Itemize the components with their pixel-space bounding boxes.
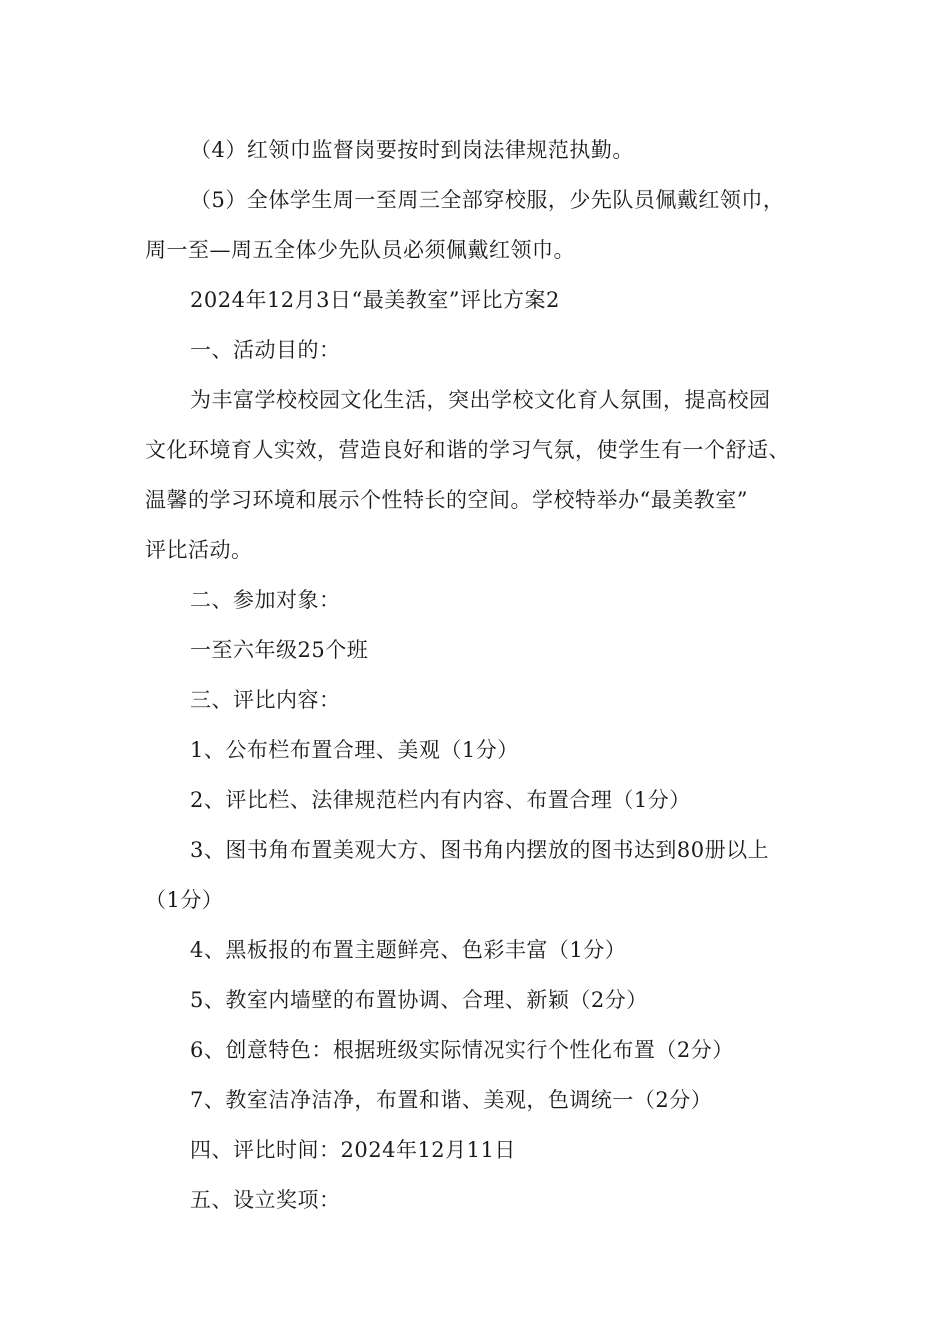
text-line: （5）全体学生周一至周三全部穿校服，少先队员佩戴红领巾， xyxy=(190,188,785,212)
text-line: 为丰富学校校园文化生活，突出学校文化育人氛围，提高校园 xyxy=(190,388,771,412)
section-title: 2024年12月3日“最美教室”评比方案2 xyxy=(190,288,560,312)
text-line: （4）红领巾监督岗要按时到岗法律规范执勤。 xyxy=(190,138,634,162)
list-item: 7、教室洁净洁净，布置和谐、美观，色调统一（2分） xyxy=(190,1088,713,1112)
text-line: 文化环境育人实效，营造良好和谐的学习气氛，使学生有一个舒适、 xyxy=(145,438,790,462)
text-line: 温馨的学习环境和展示个性特长的空间。学校特举办“最美教室” xyxy=(145,488,748,512)
list-item-continuation: （1分） xyxy=(145,888,224,912)
list-item: 3、图书角布置美观大方、图书角内摆放的图书达到80册以上 xyxy=(190,838,770,862)
text-line: 评比活动。 xyxy=(145,538,253,562)
text-line: 周一至—周五全体少先队员必须佩戴红领巾。 xyxy=(145,238,575,262)
section-heading: 一、活动目的： xyxy=(190,338,341,362)
list-item: 6、创意特色：根据班级实际情况实行个性化布置（2分） xyxy=(190,1038,734,1062)
list-item: 5、教室内墙壁的布置协调、合理、新颖（2分） xyxy=(190,988,648,1012)
section-heading: 三、评比内容： xyxy=(190,688,341,712)
section-heading: 四、评比时间：2024年12月11日 xyxy=(190,1138,516,1162)
list-item: 2、评比栏、法律规范栏内有内容、布置合理（1分） xyxy=(190,788,691,812)
list-item: 1、公布栏布置合理、美观（1分） xyxy=(190,738,519,762)
text-line: 一至六年级25个班 xyxy=(190,638,369,662)
list-item: 4、黑板报的布置主题鲜亮、色彩丰富（1分） xyxy=(190,938,627,962)
section-heading: 二、参加对象： xyxy=(190,588,341,612)
section-heading: 五、设立奖项： xyxy=(190,1188,341,1212)
